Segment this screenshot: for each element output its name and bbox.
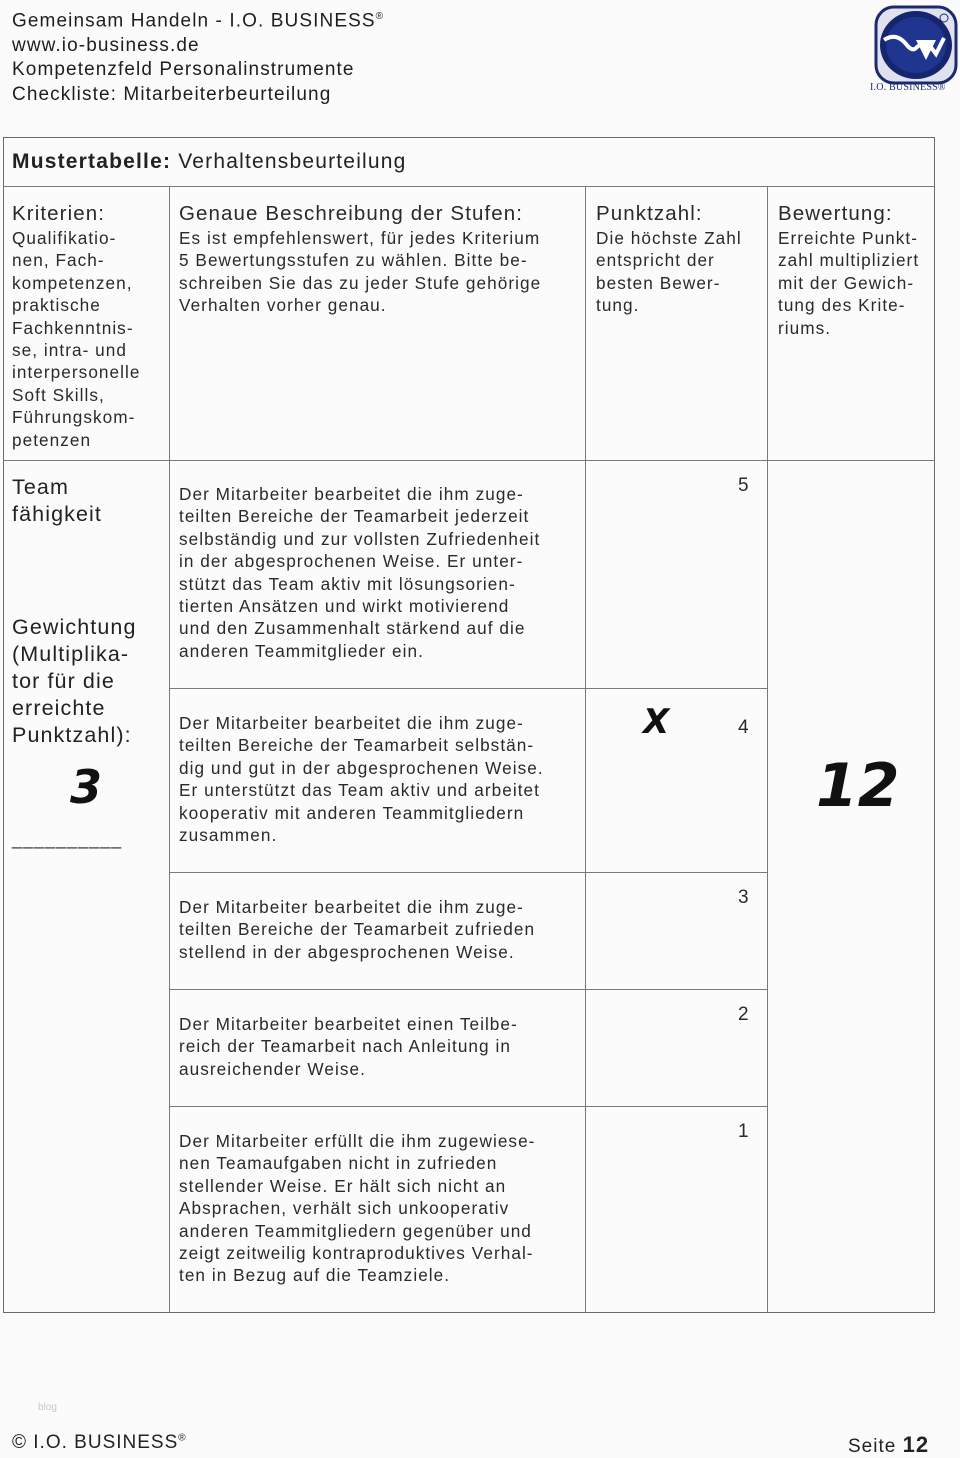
logo-caption: I.O. BUSINESS®	[870, 82, 946, 93]
divider	[170, 872, 768, 873]
header-line-1: Gemeinsam Handeln - I.O. BUSINESS®	[12, 10, 384, 32]
header-line-2: www.io-business.de	[12, 34, 200, 56]
divider	[170, 1106, 768, 1107]
points-1: 1	[738, 1121, 749, 1142]
points-4: 4	[738, 717, 749, 738]
column-header-points: Punktzahl: Die höchste Zahl entspricht der besten Bewer- tung.	[596, 202, 742, 316]
weight-underline: __________	[12, 829, 123, 849]
divider	[3, 460, 935, 461]
criterion-weight-label: Gewichtung (Multiplika- tor für die erreichte Punktzahl):	[12, 615, 137, 747]
level-description-1: Der Mitarbeiter erfüllt die ihm zugewiese- nen Teamaufgaben nicht in zufrieden stellender Weise. Er hält sich nicht an Absprachen, verhält sich unkooperativ anderen Teammitgliedern gegenüber und zeigt zeitweilig kontraproduktives Verhal- ten in Bezug auf die Teamziele.	[179, 1131, 536, 1286]
level-description-4: Der Mitarbeiter bearbeitet die ihm zuge- teilten Bereiche der Teamarbeit selbstän- dig und gut in der abgesprochenen Weise. Er unterstützt das Team aktiv und arbeitet kooperativ mit anderen Teammitgliedern zusammen.	[179, 713, 544, 846]
points-2: 2	[738, 1004, 749, 1025]
level-description-3: Der Mitarbeiter bearbeitet die ihm zuge- teilten Bereiche der Teamarbeit zufrieden stellend in der abgesprochenen Weise.	[179, 897, 536, 962]
header-line-3: Kompetenzfeld Personalinstrumente	[12, 59, 355, 81]
divider	[170, 989, 768, 990]
result-value: 12	[816, 751, 900, 821]
divider	[585, 186, 586, 1313]
divider	[169, 186, 170, 1313]
divider	[170, 688, 768, 689]
divider	[767, 186, 768, 1313]
level-description-2: Der Mitarbeiter bearbeitet einen Teilbe- reich der Teamarbeit nach Anleitung in ausreichender Weise.	[179, 1014, 518, 1079]
column-header-rating: Bewertung: Erreichte Punkt- zahl multipliziert mit der Gewich- tung des Krite- riums.	[778, 202, 920, 338]
footer-copyright: © I.O. BUSINESS®	[12, 1432, 186, 1453]
watermark: blog	[38, 1402, 57, 1413]
points-5: 5	[738, 475, 749, 496]
footer-page-number: Seite 12	[848, 1432, 930, 1457]
criterion-weight-value: 3	[70, 760, 103, 814]
criterion-name: Team fähigkeit	[12, 475, 102, 526]
document-header	[12, 5, 383, 107]
level-description-5: Der Mitarbeiter bearbeitet die ihm zuge- teilten Bereiche der Teamarbeit jederzeit selbständig und zur vollsten Zufriedenheit in der abgesprochenen Weise. Er unter- stützt das Team aktiv mit lösungsorien- tierten Ansätzen und wirkt motivierend und den Zusammenhalt stärkend auf die anderen Teammitglieder ein.	[179, 484, 541, 661]
divider	[3, 186, 935, 187]
column-header-description: Genaue Beschreibung der Stufen: Es ist empfehlenswert, für jedes Kriterium 5 Bewertungsstufen zu wählen. Bitte be- schreiben Sie das zu jeder Stufe gehörige Verhalten vorher genau.	[179, 202, 542, 316]
column-header-criteria: Kriterien: Qualifikatio- nen, Fach- kompetenzen, praktische Fachkenntnis- se, intra- und interpersonelle Soft Skills, Führungskom- petenzen	[12, 202, 141, 450]
table-title: Mustertabelle: Verhaltensbeurteilung	[12, 150, 407, 173]
points-3: 3	[738, 887, 749, 908]
selected-level-mark: X	[643, 702, 670, 742]
header-line-4: Checkliste: Mitarbeiterbeurteilung	[12, 83, 332, 105]
